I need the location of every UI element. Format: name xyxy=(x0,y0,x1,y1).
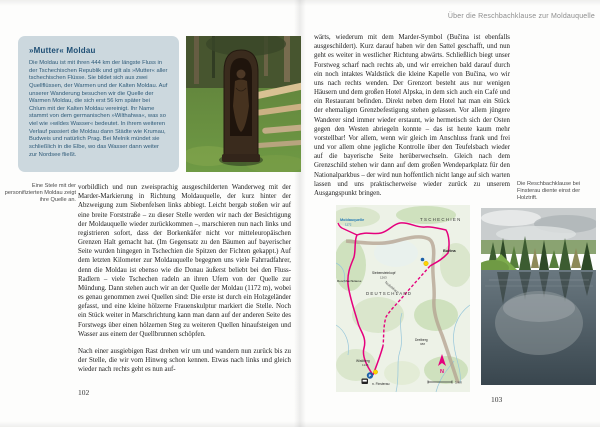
left-body-text xyxy=(78,183,291,374)
map-label-reschbachklause: Reschbachklause xyxy=(337,279,362,283)
map-label-siebensteinkopf: Siebensteinkopf xyxy=(372,271,396,275)
map-label-bucina: Bučina xyxy=(443,249,456,253)
statue-photo xyxy=(186,36,301,172)
map-label-wistlberg-elev: 1135 xyxy=(362,363,369,367)
map-label-teufelsbach: Teufelsbach xyxy=(383,280,400,295)
info-box-mutter-moldau xyxy=(18,36,179,172)
map-label-dreiberg: Dreiberg xyxy=(415,338,428,342)
bucina-poi-marker xyxy=(421,258,425,262)
map-label-finsterau: n. Finsterau xyxy=(372,382,390,386)
right-paragraph: wärts, wiederum mit dem Marder-Symbol (Bučina ist ebenfalls ausgeschildert). Kurz darauf haben wir den Sattel geschafft, und nun geht es weiter in westlicher Richtung abwärts. Schließlich biegt unser Forstweg scharf nach rechts ab, und wir erreichen bald darauf durch ein noch intaktes Waldstück die kleine Kapelle von Bučina, wo wir uns nach rechts wenden. Der Grenzort besteht aus nur wenigen Häusern und dem großen Hotel Alpska, in dem sich auch ein Café und ein Restaurant befinden. Direkt neben dem Hotel hat man ein Stück der ehemaligen Grenzbefestigung stehen gelassen. Vor allem jüngere Wanderer sind immer wieder erstaunt, wie hermetisch sich der Osten gegen den Westen abriegeln konnte – das ist heute kaum mehr vorstellbar! Vor allem, wenn wir gleich im Anschluss frank und frei und vor allem ohne jegliche Kontrolle über den Teufelsbach wieder auf die bayerische Seite herüberwechseln. Gleich nach dem Grenzschild stehen wir dann auf dem großen Wendeparkplatz für den Nationalparkbus – der wird nun hoffentlich nicht lange auf sich warten lassen und uns praktischerweise wieder zurück zu unserem Ausgangspunkt bringen. xyxy=(314,34,510,197)
page-number-left: 102 xyxy=(78,388,90,397)
trail-map xyxy=(336,205,470,392)
lake-photo-art xyxy=(481,208,596,385)
map-scale-label: 1 km xyxy=(455,380,462,385)
bucina-waypoint-marker xyxy=(424,261,429,266)
right-body-text xyxy=(314,33,510,198)
map-label-dreiberg-elev: 988 xyxy=(420,342,426,346)
statue-photo-caption: Eine Stele mit der personifizierten Moldau zeigt ihre Quelle an. xyxy=(4,183,76,204)
map-label-deutschland: DEUTSCHLAND xyxy=(366,291,413,296)
left-paragraph-1: vorbildlich und nun zweisprachig ausgeschilderten Wanderweg mit der Marder-Markierung in Richtung Moldauquelle, der kurz hinter der Abzweigung zum Siebenfelsen links abbiegt. Leicht bergab stoßen wir auf eine breite Forststraße – zu dieser Stelle werden wir nach der Besichtigung der Moldauquelle wieder zurückkommen –, marschieren nun nach links und registrieren sofort, dass der Borkenkäfer nicht vor mitteleuropäischen Grenzen Halt gemacht hat. (Im Gegensatz zu den Bäumen auf bayerischer Seite wurden hingegen in Tschechien die Spitzen der Fichten gekappt.) Auf dem letzten Kilometer zur Moldauquelle begegnen uns viele Fahrradfahrer, denn die Moldau ist ebenso wie die Donau äußerst beliebt bei den Fluss-Radlern – viele Tschechen radeln an ihren Ufern von der Quelle zur Mündung. Dann stehen auch wir an der Quelle der Moldau (1172 m), wobei es genau genommen zwei Quellen sind: Die erste ist durch ein Holzgeländer gefasst, und eine kleine hölzerne Frauenskulptur markiert die Stelle. Noch ein Stück weiter in Marschrichtung kann man dann auf der anderen Seite des Forstwegs über einen hölzernen Steg zu weiteren Quellen hinaufsteigen und Wasser aus einem der Quellbrunnen schöpfen. xyxy=(78,184,291,338)
lake-photo-caption: Die Reschbachklause bei Finsterau diente einst der Holztrift. xyxy=(517,181,581,202)
map-label-tschechien: TSCHECHIEN xyxy=(420,217,462,222)
lake-photo xyxy=(481,208,596,385)
map-label-moldauquelle: Moldauquelle xyxy=(340,218,365,222)
running-header: Über die Reschbachklause zur Moldauquelle xyxy=(447,13,595,20)
start-waypoint-marker xyxy=(373,370,377,374)
map-label-north: N xyxy=(440,369,444,375)
map-label-wistlberg: Wistlberg xyxy=(356,359,370,363)
page-number-right: 103 xyxy=(491,395,503,404)
map-label-siebensteinkopf-elev: 1263 xyxy=(380,275,387,280)
bus-glyph xyxy=(363,380,367,382)
info-box-text: Die Moldau ist mit ihren 444 km der längste Fluss in der Tschechischen Republik und gilt als »Mutter« aller tschechischen Flüsse. Sie bildet sich aus zwei Quellflüssen, der Warmen und der Kalten Moldau. Auf unserer Wanderung besuchen wir die Quelle der Warmen Moldau, die sich erst 56 km später bei Chlum mit der Kalten Moldau vereinigt. Ihr Name stammt von dem germanischen »Wilthahwa«, was so viel wie »wildes Wasser« bedeutet. In ihrem weiteren Verlauf passiert die Moldau dann Städte wie Krumau, Budweis und natürlich Prag. Bei Melnik mündet sie schließlich in die Elbe, wo das Wasser dann weiter zur Nordsee fließt. xyxy=(29,60,168,158)
parking-letter: P xyxy=(368,373,372,379)
left-paragraph-2: Nach einer ausgiebigen Rast drehen wir um und wandern nun zurück bis zu der Stelle, die wir vom Hinweg schon kennen. Etwas nach links und gleich wieder nach rechts geht es nun auf- xyxy=(78,347,291,374)
statue-photo-art xyxy=(186,36,301,172)
map-label-moldauquelle-elev: 1172 xyxy=(345,222,352,227)
trail-map-art xyxy=(336,205,470,392)
info-box-title: »Mutter« Moldau xyxy=(29,46,96,55)
moldau-stele xyxy=(219,50,263,166)
